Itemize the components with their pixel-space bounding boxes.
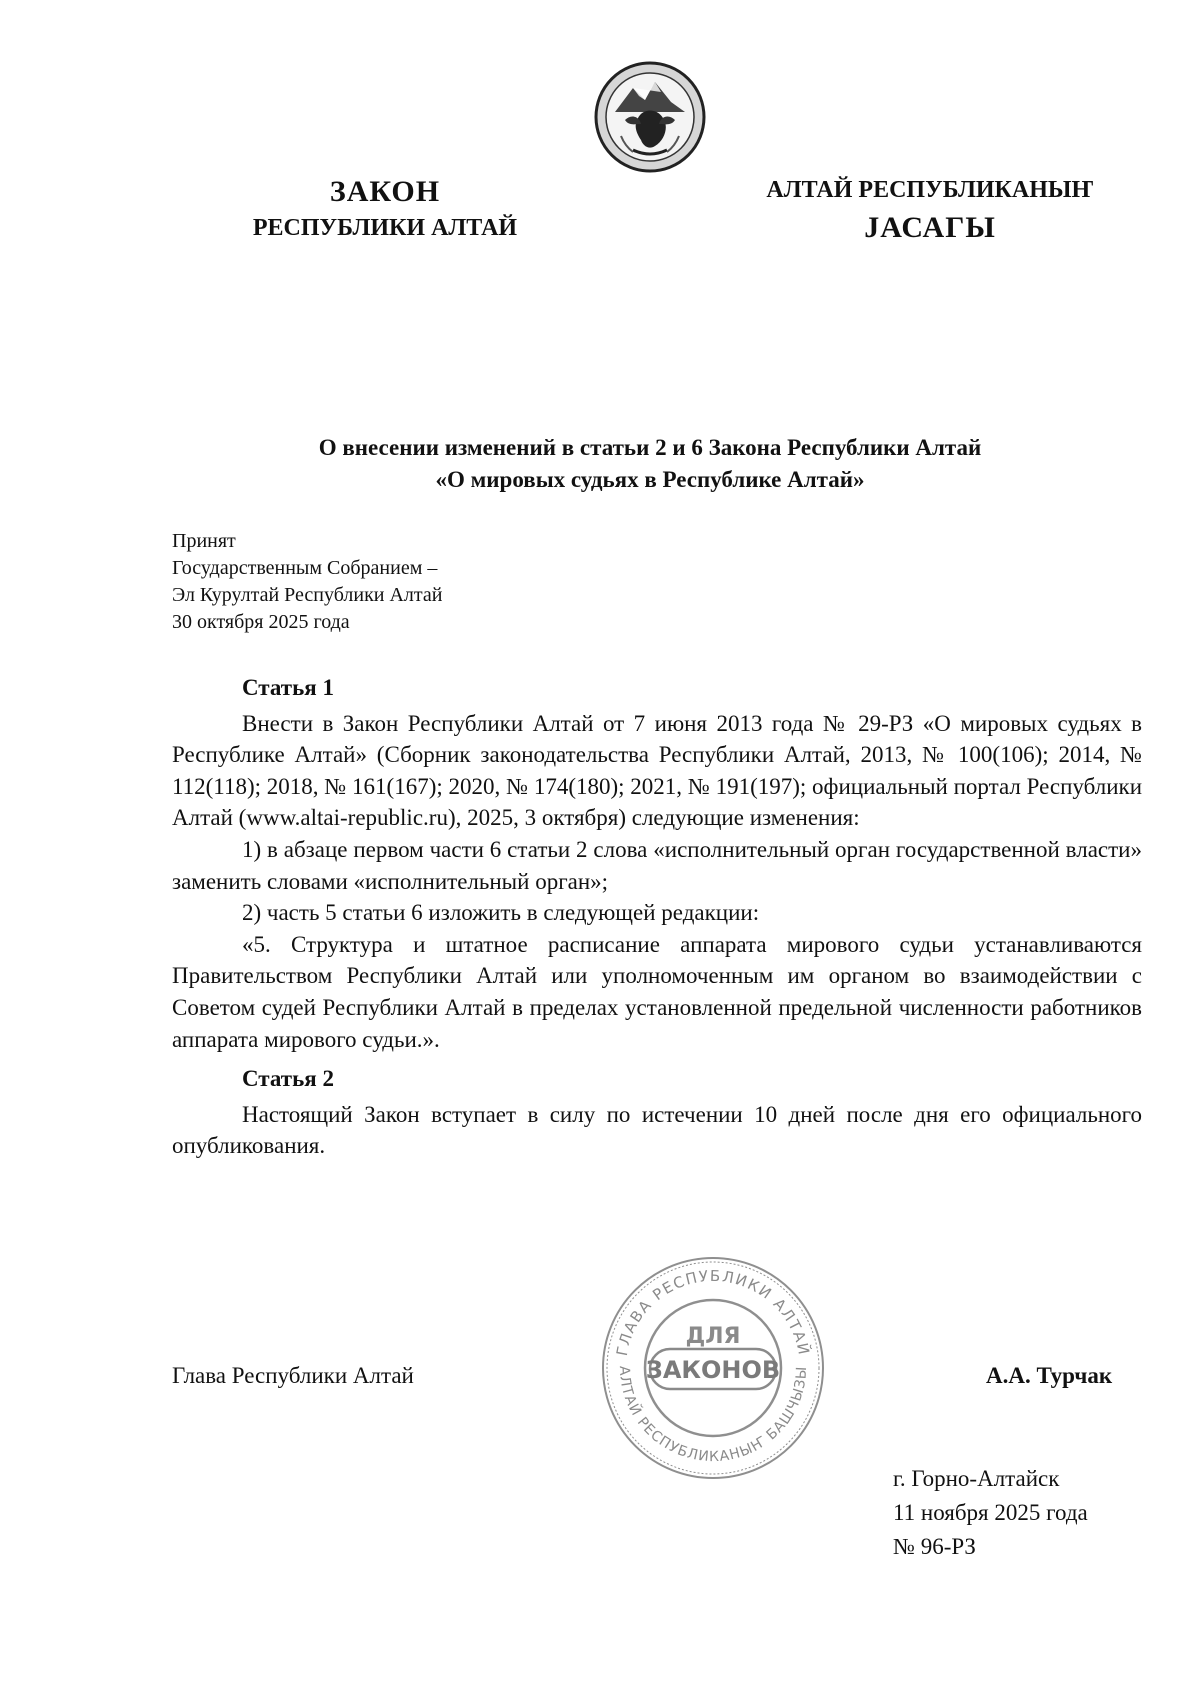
official-stamp xyxy=(598,1253,828,1483)
stamp-center-line2: ЗАКОНОВ xyxy=(645,1356,781,1384)
stamp-ring-top: ГЛАВА РЕСПУБЛИКИ АЛТАЙ xyxy=(612,1266,814,1358)
place-date-number xyxy=(893,1462,1088,1564)
number-line: № 96-РЗ xyxy=(893,1534,976,1559)
place-line: г. Горно-Алтайск xyxy=(893,1466,1060,1491)
header-altai xyxy=(730,172,1130,248)
article-2-paragraph: Настоящий Закон вступает в силу по истечении 10 дней после дня его официального опубликования. xyxy=(172,1101,1142,1159)
header-right-subtitle: JАСАГЫ xyxy=(864,211,996,244)
signatory-name: А.А. Турчак xyxy=(986,1363,1113,1388)
stamp-ring-bottom: АЛТАЙ РЕСПУБЛИКАНЫҤ БАШЧЫЗЫ xyxy=(615,1365,811,1466)
header-left-subtitle: РЕСПУБЛИКИ АЛТАЙ xyxy=(252,215,518,241)
document-title xyxy=(150,432,1150,496)
article-1-paragraph: 1) в абзаце первом части 6 статьи 2 слова «исполнительный орган государственной власти» заменить словами «исполнительный орган»; xyxy=(172,836,1142,894)
title-line: О внесении изменений в статьи 2 и 6 Закона Республики Алтай xyxy=(318,435,982,460)
header-right-title: АЛТАЙ РЕСПУБЛИКАНЫҤ xyxy=(766,177,1094,203)
signatory-title: Глава Республики Алтай xyxy=(172,1363,414,1388)
stamp-center-line1: ДЛЯ xyxy=(685,1324,741,1349)
adoption-note xyxy=(172,528,442,636)
article-1-paragraph: «5. Структура и штатное расписание аппарата мирового судьи устанавливаются Правительством Республики Алтай или уполномоченным им органом во взаимодействии с Советом судей Республики Алтай в пределах установленной предельной численности работников аппарата мирового судьи.». xyxy=(172,931,1142,1052)
adoption-line: 30 октября 2025 года xyxy=(172,611,350,633)
adoption-line: Государственным Собранием – xyxy=(172,557,438,579)
article-1-heading: Статья 1 xyxy=(242,675,334,700)
date-line: 11 ноября 2025 года xyxy=(893,1500,1088,1525)
article-1-paragraph: Внести в Закон Республики Алтай от 7 июня 2013 года № 29-РЗ «О мировых судьях в Республике Алтай» (Сборник законодательства Республики Алтай, 2013, № 100(106); 2014, № 112(118); 2018, № 161(167); 2020, № 174(180); 2021, № 191(197); официальный портал Республики Алтай (www.altai-republic.ru), 2025, 3 октября) следующие изменения: xyxy=(172,710,1142,831)
coat-of-arms-emblem xyxy=(593,60,707,174)
adoption-line: Эл Курултай Республики Алтай xyxy=(172,584,443,606)
article-1-paragraph: 2) часть 5 статьи 6 изложить в следующей редакции: xyxy=(242,900,760,926)
adoption-line: Принят xyxy=(172,530,236,552)
title-line: «О мировых судьях в Республике Алтай» xyxy=(435,467,865,492)
article-2-heading: Статья 2 xyxy=(242,1066,334,1092)
document-body xyxy=(172,672,1142,1162)
header-left-title: ЗАКОН xyxy=(329,175,441,208)
header-russian xyxy=(225,172,545,244)
